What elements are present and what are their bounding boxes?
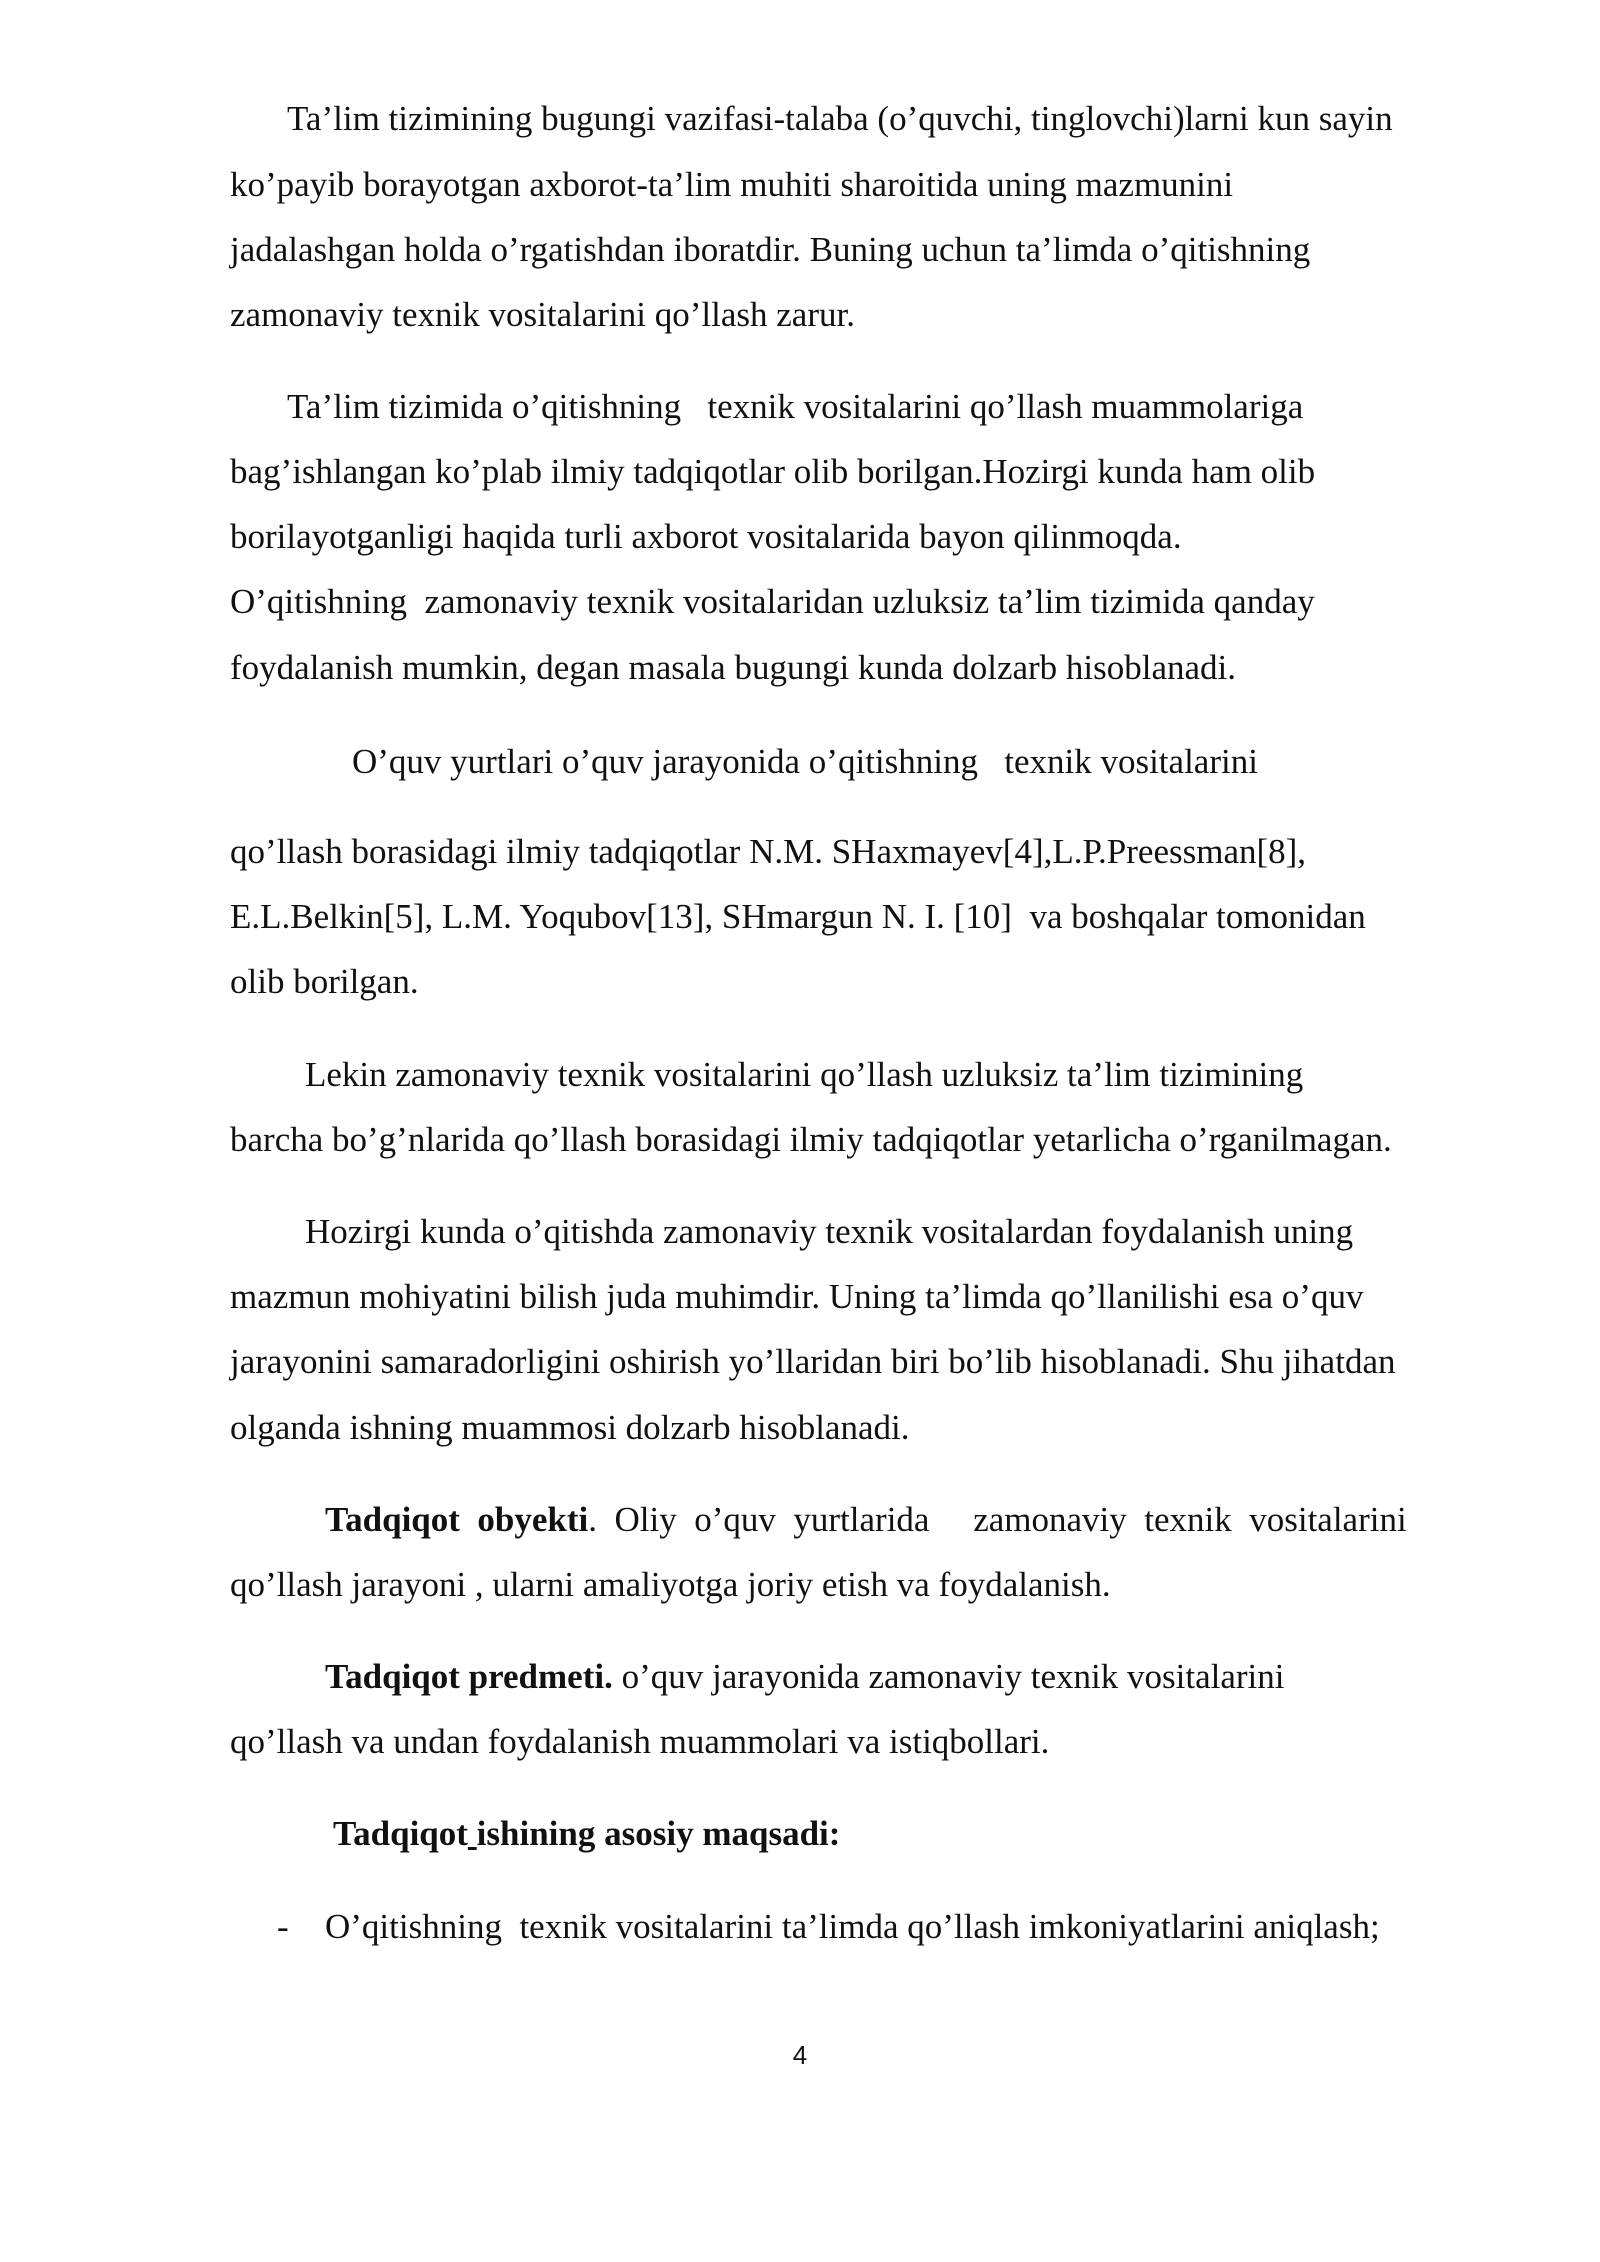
p2-line-2: bag’ishlangan ko’plab ilmiy tadqiqotlar olib borilgan.Hozirgi kunda ham olib: [230, 452, 1316, 491]
p2-line-4: O’qitishning zamonaviy texnik vositalaridan uzluksiz ta’lim tizimida qanday: [230, 582, 1315, 621]
p4-line-2: barcha bo’g’nlarida qo’llash borasidagi ilmiy tadqiqotlar yetarlicha o’rganilmagan.: [230, 1120, 1392, 1159]
list-item-dash: -: [277, 1907, 289, 1946]
p1-line-2: ko’payib borayotgan axborot-ta’lim muhiti sharoitida uning mazmunini: [230, 165, 1234, 204]
p1-line-4: zamonaviy texnik vositalarini qo’llash zarur.: [230, 295, 855, 334]
p5-line-4: olganda ishning muammosi dolzarb hisoblanadi.: [230, 1408, 910, 1447]
research-goal-heading-b: ishining asosiy maqsadi:: [476, 1814, 841, 1853]
p1-line-1: Ta’lim tizimining bugungi vazifasi-talaba (o’quvchi, tinglovchi)larni kun sayin: [287, 99, 1393, 138]
p5-line-3: jarayonini samaradorligini oshirish yo’llaridan biri bo’lib hisoblanadi. Shu jihatdan: [230, 1342, 1396, 1381]
p3-line-4: olib borilgan.: [230, 962, 419, 1001]
p2-line-5: foydalanish mumkin, degan masala bugungi kunda dolzarb hisoblanadi.: [230, 648, 1237, 687]
page-number: 4: [792, 2040, 808, 2070]
p3-line-1: O’quv yurtlari o’quv jarayonida o’qitishning texnik vositalarini: [352, 742, 1258, 781]
research-subject-heading: Tadqiqot predmeti.: [325, 1657, 613, 1696]
p6-line-1: [325, 1498, 1407, 1542]
research-object-heading: Tadqiqot obyekti: [325, 1500, 589, 1539]
p3-line-2: qo’llash borasidagi ilmiy tadqiqotlar N.M. SHaxmayev[4],L.P.Preessman[8],: [230, 832, 1307, 871]
p5-line-1: Hozirgi kunda o’qitishda zamonaviy texnik vositalardan foydalanish uning: [305, 1212, 1354, 1251]
p2-line-3: borilayotganligi haqida turli axborot vositalarida bayon qilinmoqda.: [230, 517, 1182, 556]
p6-line-2: qo’llash jarayoni , ularni amaliyotga joriy etish va foydalanish.: [230, 1565, 1111, 1604]
research-goal-heading-underlined-space: [468, 1814, 477, 1853]
research-goal-heading-a: Tadqiqot: [333, 1814, 468, 1853]
p6-line-1-text: . Oliy o’quv yurtlarida zamonaviy texnik vositalarini: [588, 1500, 1407, 1539]
p5-line-2: mazmun mohiyatini bilish juda muhimdir. Uning ta’limda qo’llanilishi esa o’quv: [230, 1277, 1364, 1316]
list-item-1: O’qitishning texnik vositalarini ta’limda qo’llash imkoniyatlarini aniqlash;: [325, 1907, 1380, 1946]
p7-line-2: qo’llash va undan foydalanish muammolari va istiqbollari.: [230, 1722, 1050, 1761]
p4-line-1: Lekin zamonaviy texnik vositalarini qo’llash uzluksiz ta’lim tizimining: [305, 1055, 1304, 1094]
p3-line-3: E.L.Belkin[5], L.M. Yoqubov[13], SHmargun N. I. [10] va boshqalar tomonidan: [230, 897, 1366, 936]
p2-line-1: Ta’lim tizimida o’qitishning texnik vositalarini qo’llash muammolariga: [287, 387, 1304, 426]
p7-line-1-text: o’quv jarayonida zamonaviy texnik vositalarini: [612, 1657, 1285, 1696]
p7-line-1: [325, 1655, 1284, 1699]
p1-line-3: jadalashgan holda o’rgatishdan iboratdir. Buning uchun ta’limda o’qitishning: [230, 230, 1311, 269]
research-goal-heading: [333, 1812, 840, 1856]
